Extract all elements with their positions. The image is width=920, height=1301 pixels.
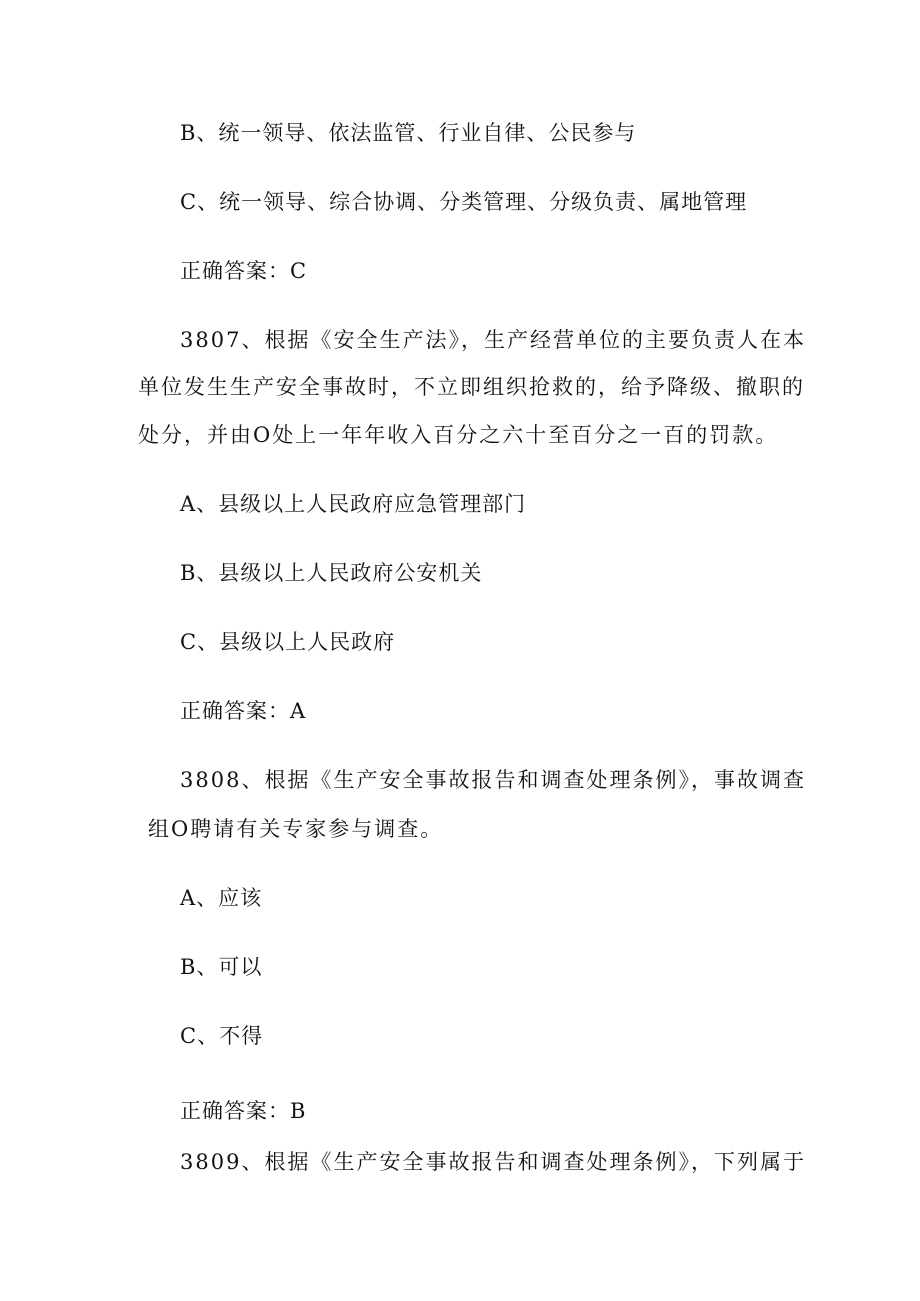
option-a: A、县级以上人民政府应急管理部门 (180, 492, 527, 516)
option-c: C、统一领导、综合协调、分类管理、分级负责、属地管理 (180, 190, 748, 214)
question-3808-line-1: 3808、根据《生产安全事故报告和调查处理条例》，事故调查 (180, 768, 806, 792)
option-b: B、统一领导、依法监管、行业自律、公民参与 (180, 121, 637, 145)
question-3807-line-1: 3807、根据《安全生产法》，生产经营单位的主要负责人在本 (180, 328, 806, 352)
question-3807-line-3: 处分，并由O处上一年年收入百分之六十至百分之一百的罚款。 (138, 423, 779, 447)
answer-line: 正确答案：C (180, 259, 308, 283)
answer-line: 正确答案：B (180, 1099, 307, 1123)
question-3809-line-1: 3809、根据《生产安全事故报告和调查处理条例》，下列属于 (180, 1150, 806, 1174)
answer-line: 正确答案：A (180, 699, 307, 723)
question-3808-line-2: 组O聘请有关专家参与调查。 (148, 817, 444, 841)
question-3807-line-2: 单位发生生产安全事故时，不立即组织抢救的，给予降级、撤职的 (138, 375, 805, 399)
option-b: B、县级以上人民政府公安机关 (180, 561, 483, 585)
option-a: A、应该 (180, 886, 263, 910)
option-c: C、县级以上人民政府 (180, 630, 396, 654)
option-c: C、不得 (180, 1024, 264, 1048)
option-b: B、可以 (180, 955, 263, 979)
